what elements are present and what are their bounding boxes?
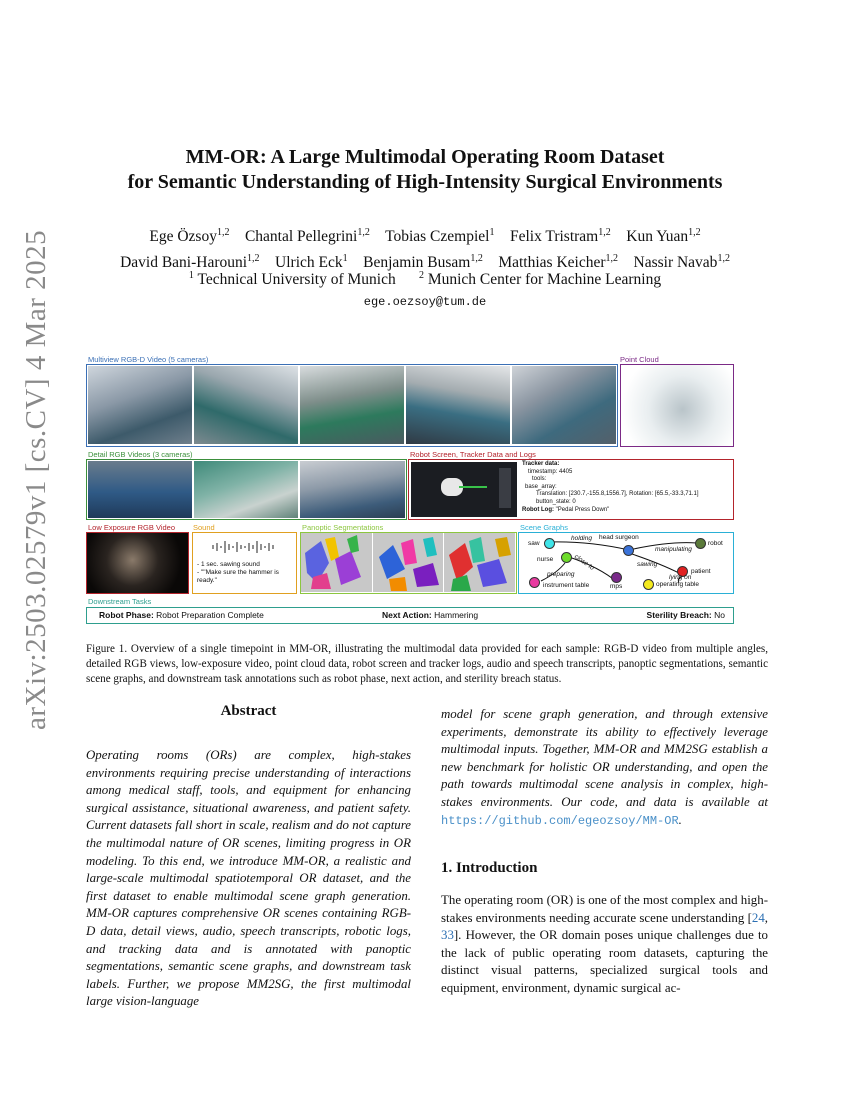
camera-frame-1 — [88, 366, 192, 444]
abstract-body: Operating rooms (ORs) are complex, high-stakes environments requiring precise understanding of interactions among medical staff, tools, and equipment for enhancing surgical assistance, situational awareness, and patient safety. Current datasets fall short in scale, realism and do not capture the multimodal nature of OR scenes, limiting progress in OR modeling. To this end, we introduce MM-OR, a realistic and large-scale multimodal spatiotemporal OR dataset, and the first dataset to enable multimodal scene graph generation. MM-OR captures comprehensive OR scenes containing RGB-D data, detail views, audio, speech transcripts, robotic logs, and tracking data and is annotated with panoptic segmentations, semantic scene graphs, and downstream task labels. Further, we propose MM2SG, the first multimodal large vision-language — [86, 748, 411, 1009]
node-instrument-table — [529, 577, 540, 588]
low-exposure-label: Low Exposure RGB Video — [88, 523, 175, 532]
author: Felix Tristram — [509, 228, 599, 246]
robot-screen-label: Robot Screen, Tracker Data and Logs — [410, 450, 536, 459]
sound-label: Sound — [193, 523, 215, 532]
author: Ege Özsoy — [149, 228, 217, 246]
author: Tobias Czempiel — [385, 228, 490, 246]
detail-frame-3 — [300, 461, 405, 518]
low-exposure-panel — [86, 532, 189, 594]
scene-graph-label: Scene Graphs — [520, 523, 568, 532]
multiview-label: Multiview RGB-D Video (5 cameras) — [88, 355, 209, 364]
citation-link[interactable]: 24 — [751, 910, 765, 925]
detail-rgb-label: Detail RGB Videos (3 cameras) — [88, 450, 193, 459]
tracker-log: Tracker data: timestamp: 4405 tools: base_array: Translation: [230.7,-155.8,1556.7], Rotation: [65.5,-33.3,71.1] button_state: 0 Robot Log: "Pedal Press Down" — [522, 461, 699, 513]
affiliation: Munich Center for Machine Learning — [427, 271, 662, 289]
authors-line-1: Ege Özsoy$^{1,2}$ Chantal Pellegrini$^{1,2}$ Tobias Czempiel$^1$ Felix Tristram$^{1,2}$ Kun Yuan$^{1,2}$ — [149, 227, 701, 246]
code-link[interactable]: https://github.com/egeozsoy/MM-OR — [441, 813, 679, 828]
author: Ulrich Eck — [275, 254, 343, 272]
introduction-body: The operating room (OR) is one of the most complex and high-stakes environments needing accurate scene understanding [24, 33]. However, the OR domain poses unique challenges due to the lack of public operating room datasets, capturing the distinct visual patterns, specialized surgical tools and equipment, environment, dynamic surgical ac- — [441, 893, 768, 995]
author: Chantal Pellegrini — [244, 228, 358, 246]
author-list — [0, 222, 850, 274]
node-operating-table — [643, 579, 654, 590]
multiview-panel — [86, 364, 618, 447]
author: David Bani-Harouni — [120, 254, 248, 272]
sterility-breach: Sterility Breach: No — [646, 610, 725, 620]
point-cloud-panel — [620, 364, 734, 447]
title-line-2: for Semantic Understanding of High-Intensity Surgical Environments — [127, 171, 723, 193]
citation-link[interactable]: 33 — [441, 928, 454, 943]
author: Kun Yuan — [626, 228, 689, 246]
scene-graph-panel: saw head surgeon robot nurse patient instrument table mps operating table holding manipulating close to sawing preparing lying on — [518, 532, 734, 594]
robot-screen-image — [411, 462, 517, 517]
node-nurse — [561, 552, 572, 563]
detail-frame-1 — [88, 461, 192, 518]
author: Benjamin Busam — [363, 254, 471, 272]
point-cloud-label: Point Cloud — [620, 355, 659, 364]
downstream-panel — [86, 607, 734, 624]
robot-phase: Robot Phase: Robot Preparation Complete — [99, 610, 264, 620]
figure-1 — [86, 352, 736, 628]
introduction-heading: 1. Introduction — [441, 860, 538, 876]
arxiv-stamp: arXiv:2503.02579v1 [cs.CV] 4 Mar 2025 — [20, 229, 52, 730]
sound-panel — [192, 532, 297, 594]
panoptic-label: Panoptic Segmentations — [302, 523, 384, 532]
detail-rgb-panel — [86, 459, 407, 520]
sound-transcript: - 1 sec. sawing sound - ""Make sure the hammer is ready." — [197, 561, 279, 584]
camera-frame-3 — [300, 366, 404, 444]
downstream-label: Downstream Tasks — [88, 597, 152, 606]
affiliations: $^1$ Technical University of Munich $^2$ Munich Center for Machine Learning — [188, 270, 662, 289]
waveform-icon — [211, 539, 281, 555]
camera-frame-4 — [406, 366, 510, 444]
node-mps — [611, 572, 622, 583]
authors-line-2: David Bani-Harouni$^{1,2}$ Ulrich Eck$^1$ Benjamin Busam$^{1,2}$ Matthias Keicher$^{1,2}$ Nassir Navab$^{1,2}$ — [120, 253, 730, 272]
detail-frame-2 — [194, 461, 298, 518]
node-saw — [544, 538, 555, 549]
node-head-surgeon — [623, 545, 634, 556]
abstract-heading: Abstract — [220, 703, 277, 719]
segmentation-maps — [301, 533, 515, 592]
figure-caption: Figure 1. Overview of a single timepoint in MM-OR, illustrating the multimodal data provided for each sample: RGB-D video from multiple angles, detailed RGB views, low-exposure video, point cloud data, robot screen and tracker logs, audio and speech transcripts, panoptic segmentations, semantic scene graphs, and downstream task annotations such as robot phase, next action, and sterility breach status. — [86, 643, 768, 685]
author: Matthias Keicher — [498, 254, 606, 272]
node-robot — [695, 538, 706, 549]
camera-frame-2 — [194, 366, 298, 444]
title-line-1: MM-OR: A Large Multimodal Operating Room Dataset — [185, 146, 665, 168]
camera-frame-5 — [512, 366, 616, 444]
panoptic-panel — [300, 532, 517, 594]
robot-screen-panel — [408, 459, 734, 520]
author: Nassir Navab — [633, 254, 718, 272]
author-email[interactable]: ege.oezsoy@tum.de — [363, 295, 487, 309]
next-action: Next Action: Hammering — [382, 610, 479, 620]
abstract-continued: model for scene graph generation, and through extensive experiments, demonstrate its ability to effectively leverage multimodal inputs. Together, MM-OR and MM2SG establish a new benchmark for holistic OR understanding, and open the path towards multimodal scene analysis in complex, high-stakes environments. Our code, and data is available at https://github.com/egeozsoy/MM-OR. — [441, 707, 768, 828]
affiliation: Technical University of Munich — [197, 271, 396, 289]
paper-title — [0, 145, 850, 195]
